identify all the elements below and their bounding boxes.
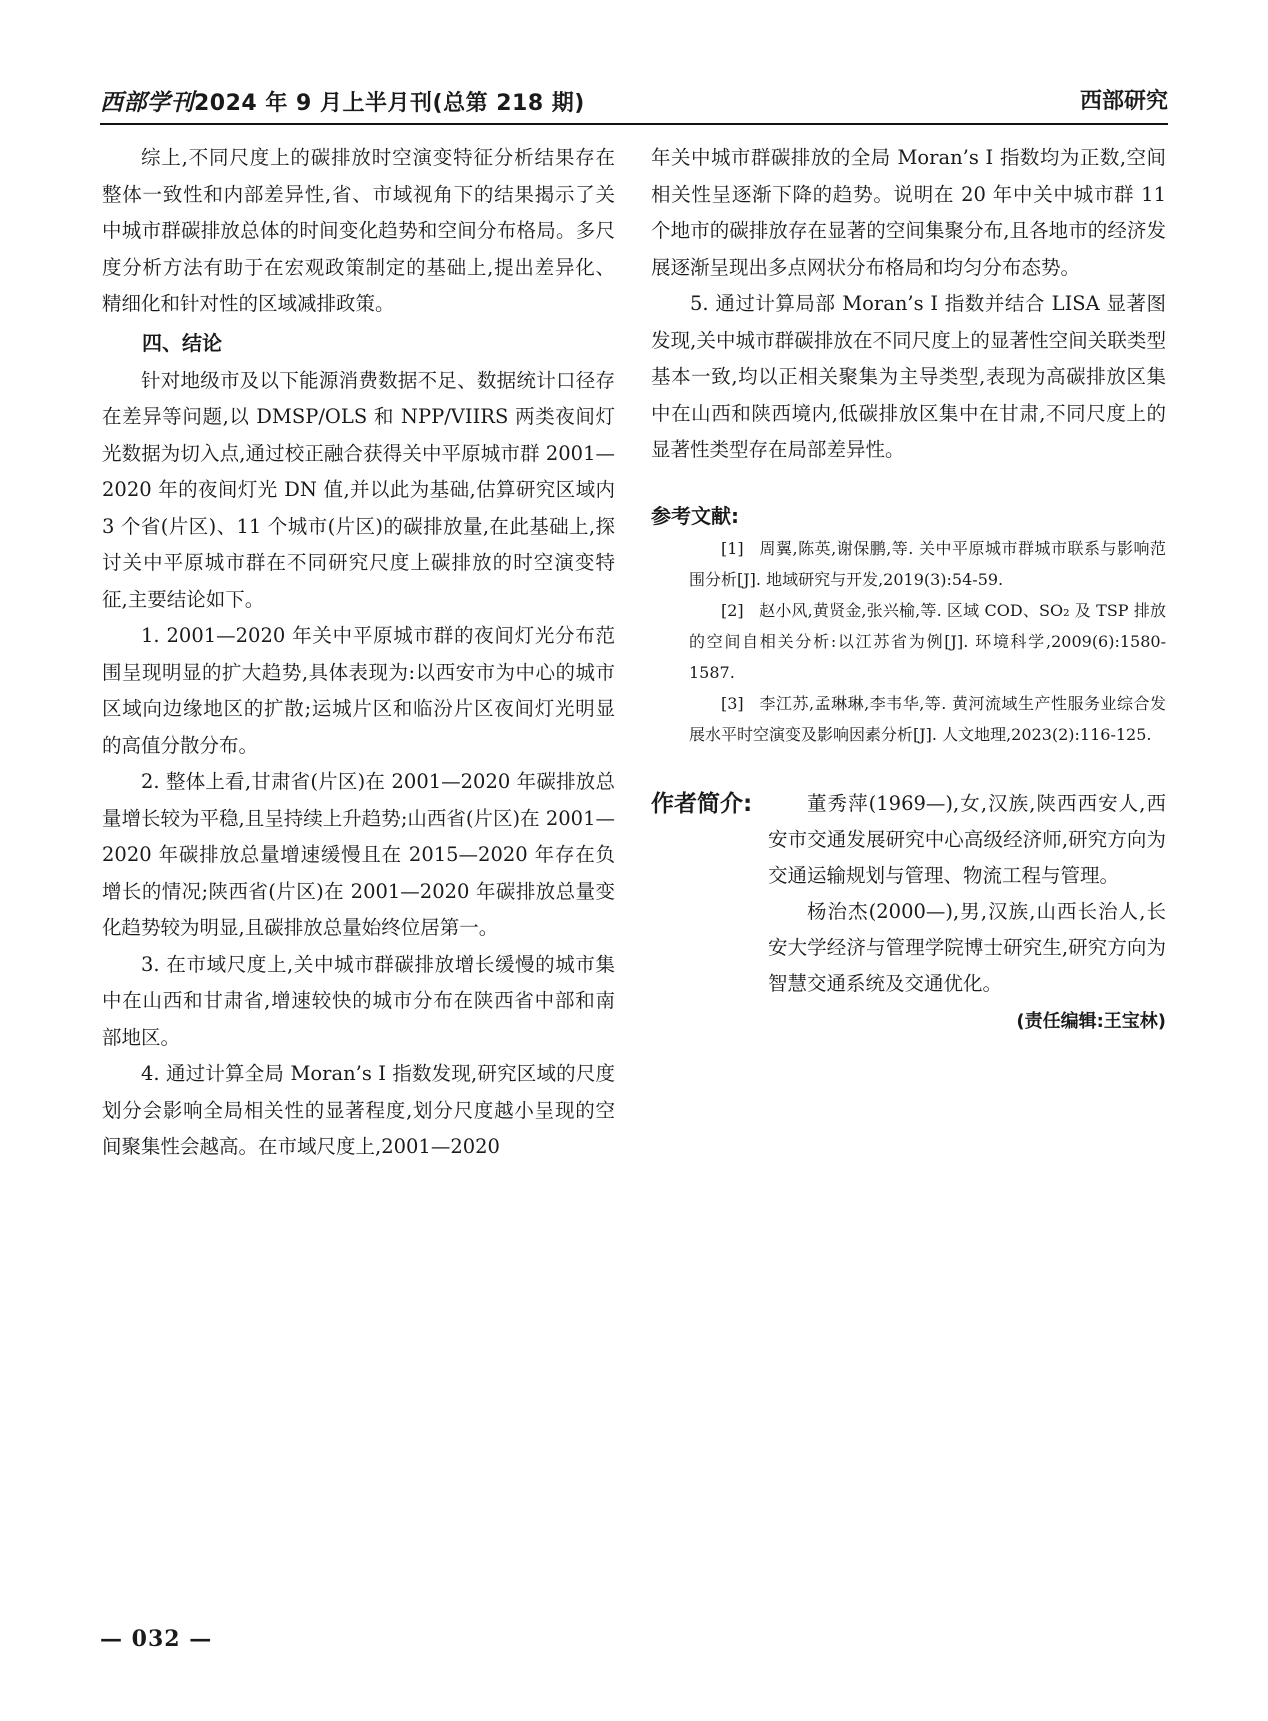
reference-text: 李江苏,孟琳琳,李韦华,等. 黄河流域生产性服务业综合发展水平时空演变及影响因素分析[J]. 人文地理,2023(2):116-125. [689,693,1166,744]
reference-text: 赵小风,黄贤金,张兴榆,等. 区域 COD、SO₂ 及 TSP 排放的空间自相关分析:以江苏省为例[J]. 环境科学,2009(6):1580-1587. [689,600,1166,682]
author-bio-2: 杨治杰(2000—),男,汉族,山西长治人,长安大学经济与管理学院博士研究生,研究方向为智慧交通系统及交通优化。 [768,899,1166,995]
paragraph-conclusion-4-cont: 年关中城市群碳排放的全局 Moran’s I 指数均为正数,空间相关性呈逐渐下降的趋势。说明在 20 年中关中城市群 11 个地市的碳排放存在显著的空间集聚分布,且各地市的经济发展逐渐呈现出多点网状分布格局和均匀分布态势。 [651,146,1166,279]
journal-logo: 西部学刊 [100,89,194,116]
reference-item [651,595,1166,688]
author-bio-1: 董秀萍(1969—),女,汉族,陕西西安人,西安市交通发展研究中心高级经济师,研究方向为交通运输规划与管理、物流工程与管理。 [768,791,1166,887]
reference-item [651,533,1166,595]
author-bio-label: 作者简介: [651,790,753,817]
author-bio [651,786,1166,1040]
paragraph-conclusion-1: 1. 2001—2020 年关中平原城市群的夜间灯光分布范围呈现明显的扩大趋势,具体表现为:以西安市为中心的城市区域向边缘地区的扩散;运城片区和临汾片区夜间灯光明显的高值分散分布。 [102,624,615,757]
paragraph-summary: 综上,不同尺度上的碳排放时空演变特征分析结果存在整体一致性和内部差异性,省、市域视角下的结果揭示了关中城市群碳排放总体的时间变化趋势和空间分布格局。多尺度分析方法有助于在宏观政策制定的基础上,提出差异化、精细化和针对性的区域减排政策。 [102,146,615,315]
section-name: 西部研究 [1079,89,1168,114]
reference-item [651,688,1166,750]
header-divider [100,123,1168,125]
paragraph-conclusion-2: 2. 整体上看,甘肃省(片区)在 2001—2020 年碳排放总量增长较为平稳,且呈持续上升趋势;山西省(片区)在 2001—2020 年碳排放总量增速缓慢且在 2015—2020 年存在负增长的情况;陕西省(片区)在 2001—2020 年碳排放总量变化趋势较为明显,且碳排放总量始终位居第一。 [102,770,615,939]
section-heading-conclusion: 四、结论 [142,330,222,355]
paragraph-conclusion-3: 3. 在市域尺度上,关中城市群碳排放增长缓慢的城市集中在山西和甘肃省,增速较快的城市分布在陕西省中部和南部地区。 [102,952,615,1049]
paragraph-conclusion-5: 5. 通过计算局部 Moran’s I 指数并结合 LISA 显著图发现,关中城市群碳排放在不同尺度上的显著性空间关联类型基本一致,均以正相关聚集为主导类型,表现为高碳排放区集中在山西和陕西境内,低碳排放区集中在甘肃,不同尺度上的显著性类型存在局部差异性。 [651,292,1166,461]
header-journal-issue [100,84,585,117]
page-number: — 032 — [100,1626,213,1652]
running-header [100,84,1168,124]
issue-info: 2024 年 9 月上半月刊(总第 218 期) [194,91,585,116]
paragraph-conclusion-intro: 针对地级市及以下能源消费数据不足、数据统计口径存在差异等问题,以 DMSP/OLS 和 NPP/VIIRS 两类夜间灯光数据为切入点,通过校正融合获得关中平原城市群 2001—2020 年的夜间灯光 DN 值,并以此为基础,估算研究区域内 3 个省(片区)、11 个城市(片区)的碳排放量,在此基础上,探讨关中平原城市群在不同研究尺度上碳排放的时空演变特征,主要结论如下。 [102,368,615,611]
responsible-editor: (责任编辑:王宝林) [1016,1010,1166,1032]
reference-number: [2] [721,600,744,620]
reference-number: [3] [721,693,744,713]
references-list [651,533,1166,750]
right-column [651,140,1166,1040]
reference-text: 周翼,陈英,谢保鹏,等. 关中平原城市群城市联系与影响范围分析[J]. 地域研究与开发,2019(3):54-59. [689,538,1166,589]
reference-number: [1] [721,538,744,558]
references-title: 参考文献: [651,503,739,528]
left-column [102,140,615,1166]
author-bio-body [768,786,1166,1002]
paragraph-conclusion-4: 4. 通过计算全局 Moran’s I 指数发现,研究区域的尺度划分会影响全局相关性的显著程度,划分尺度越小呈现的空间聚集性会越高。在市域尺度上,2001—2020 [102,1062,615,1158]
